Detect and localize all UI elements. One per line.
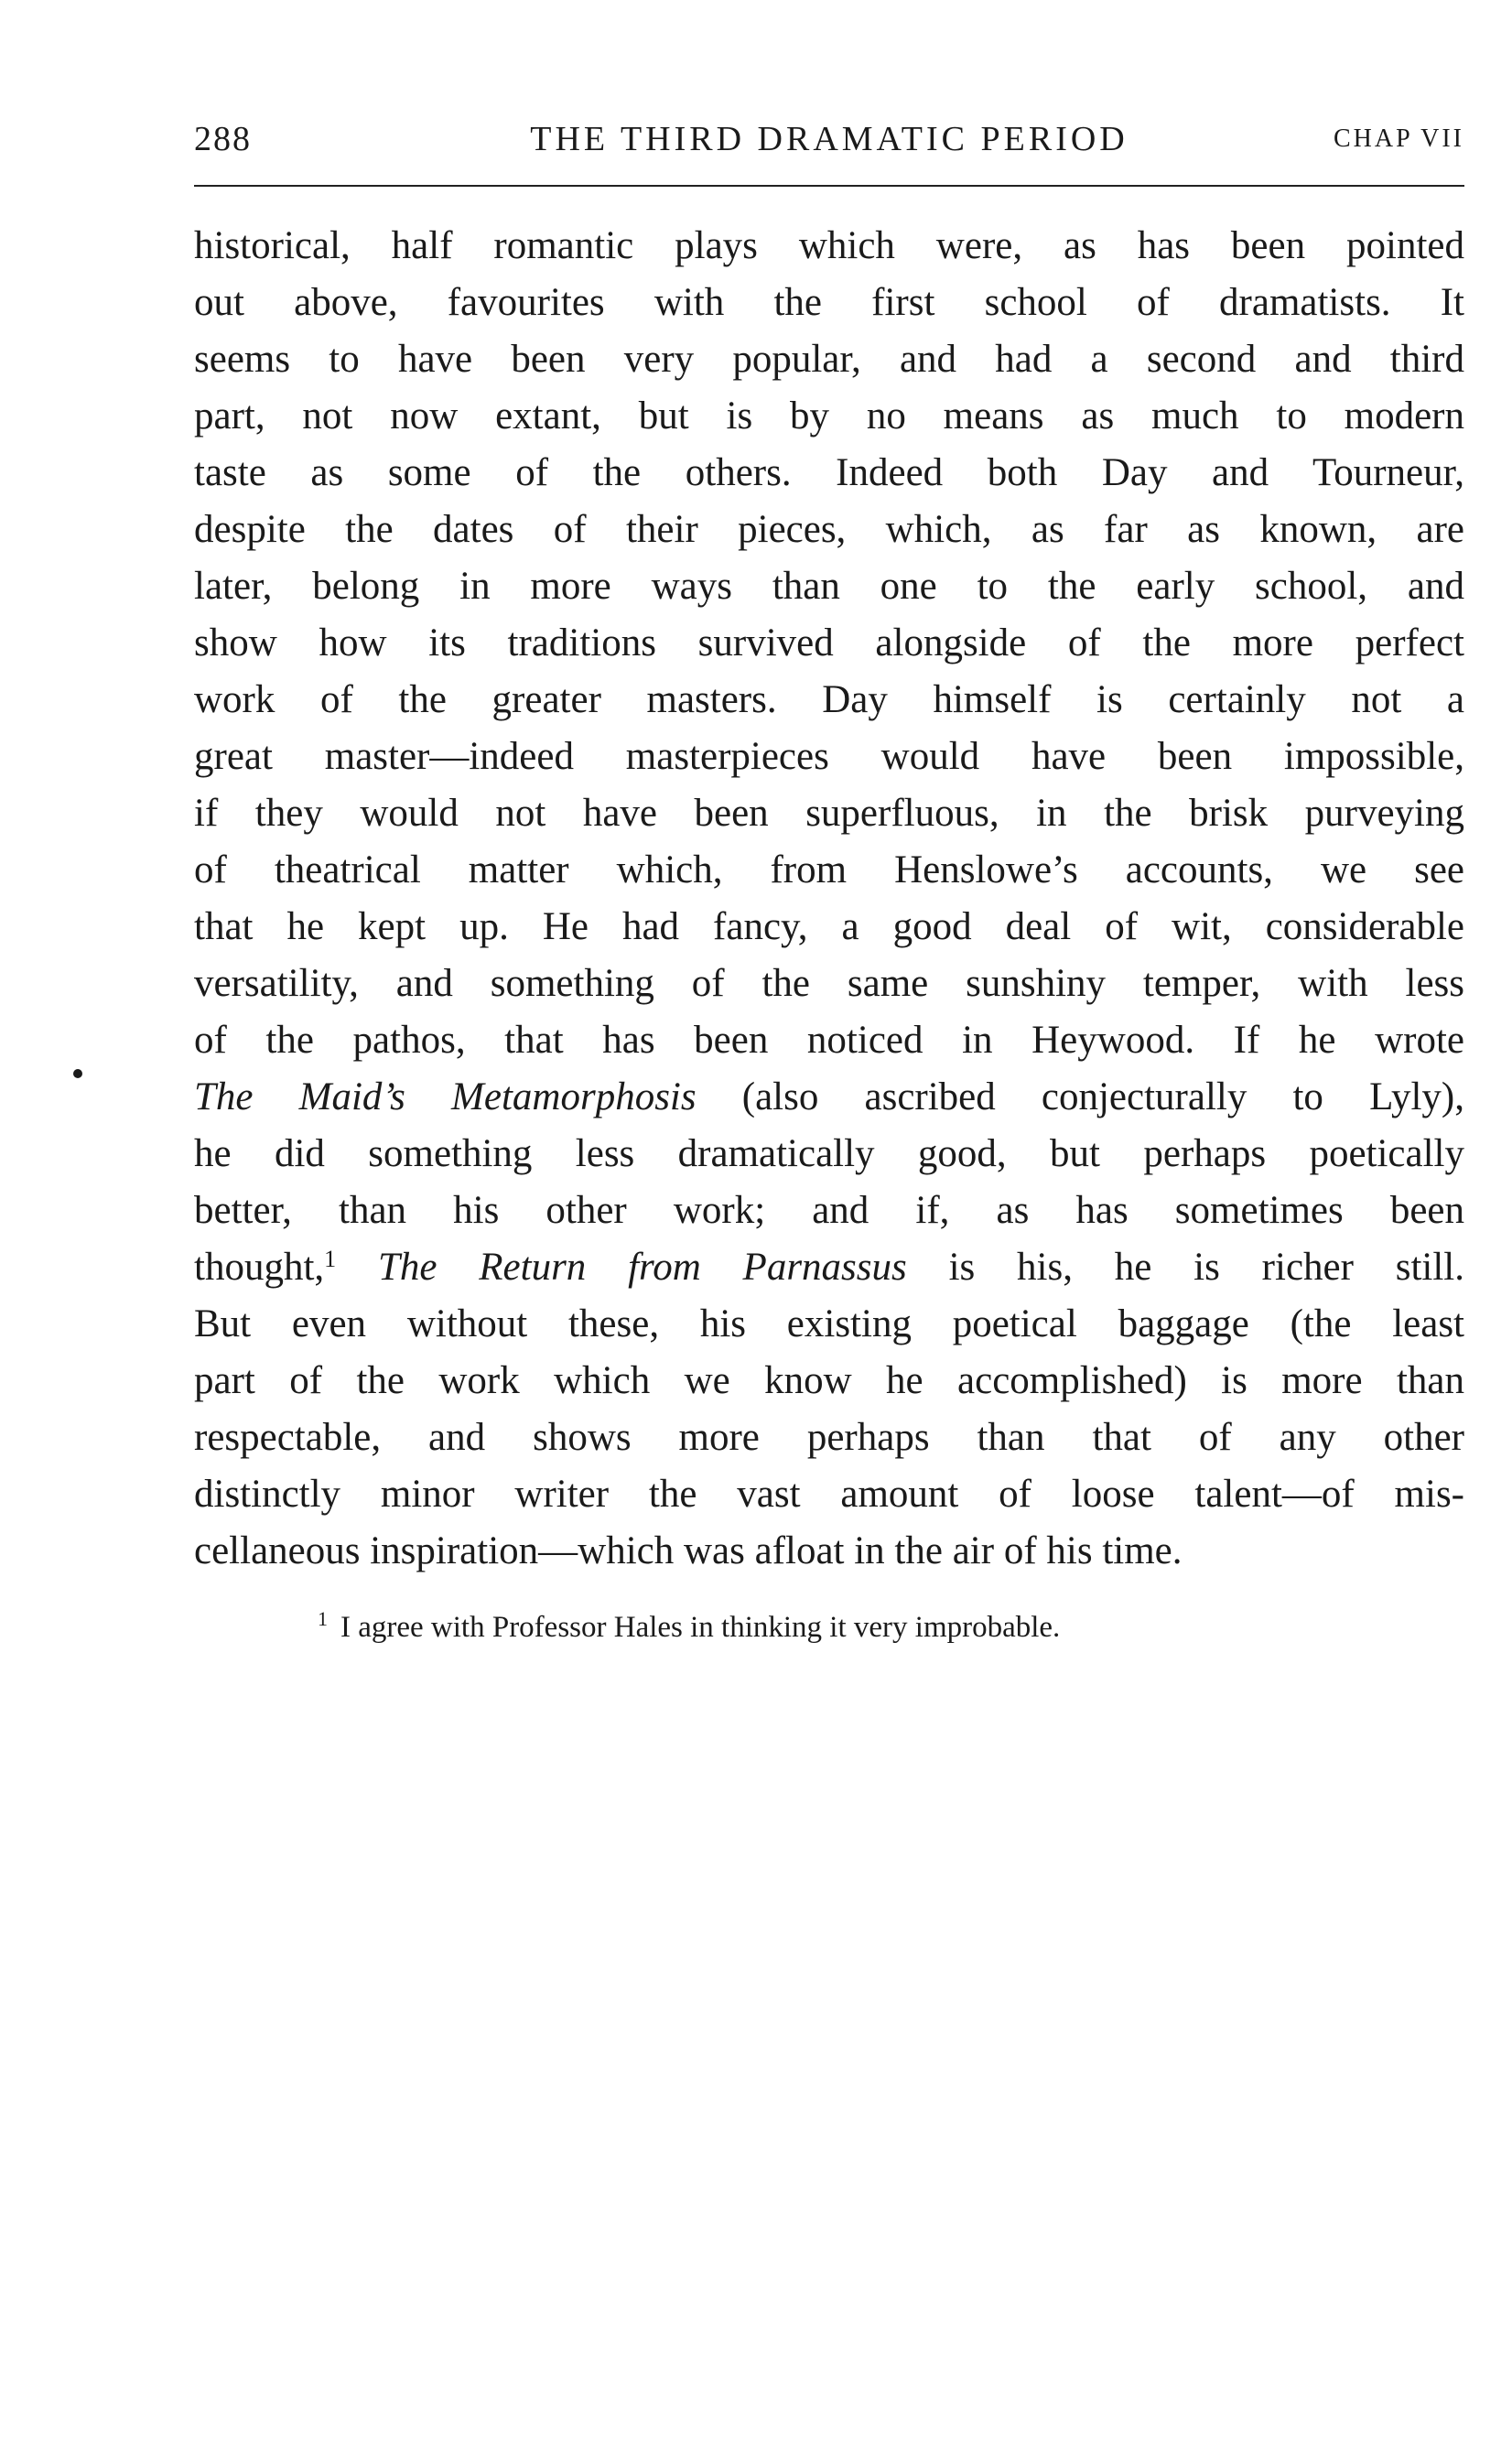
text-line: if they would not have been superfluous, in the brisk purveying xyxy=(194,792,1464,835)
text-line: of theatrical matter which, from Henslowe’s accounts, we see xyxy=(194,848,1464,891)
text-line: he did something less dramatically good, but perhaps poetically xyxy=(194,1132,1464,1175)
text-line: part of the work which we know he accomplished) is more than xyxy=(194,1359,1464,1402)
text-line-last: cellaneous inspiration—which was afloat in the air of his time. xyxy=(194,1529,1183,1572)
line-text: thought, xyxy=(194,1246,325,1289)
text-line: taste as some of the others. Indeed both Day and Tourneur, xyxy=(194,451,1464,494)
text-line: historical, half romantic plays which were, as has been pointed xyxy=(194,224,1464,267)
footnote xyxy=(194,1607,1464,1647)
text-line: versatility, and something of the same sunshiny temper, with less xyxy=(194,962,1464,1005)
text-line: out above, favourites with the first school of dramatists. It xyxy=(194,281,1464,324)
text-line: despite the dates of their pieces, which, as far as known, are xyxy=(194,508,1464,551)
text-line: show how its traditions survived alongside of the more perfect xyxy=(194,621,1464,664)
running-head xyxy=(194,119,1464,178)
book-page xyxy=(194,119,1464,1647)
text-line: better, than his other work; and if, as has sometimes been xyxy=(194,1189,1464,1232)
chapter-label: CHAP VII xyxy=(1333,124,1464,153)
running-title: THE THIRD DRAMATIC PERIOD xyxy=(530,120,1129,158)
text-line: later, belong in more ways than one to the early school, and xyxy=(194,565,1464,608)
footnote-reference: 1 xyxy=(324,1246,337,1272)
text-line: part, not now extant, but is by no means as much to modern xyxy=(194,394,1464,438)
text-line: work of the greater masters. Day himself is certainly not a xyxy=(194,678,1464,721)
page-number: 288 xyxy=(194,120,252,158)
footnote-text: I agree with Professor Hales in thinking it very improbable. xyxy=(340,1611,1061,1644)
line-text: is his, he is richer still. xyxy=(906,1246,1464,1289)
text-line: But even without these, his existing poetical baggage (the least xyxy=(194,1302,1464,1345)
work-title-maids-metamorphosis: The Maid’s Metamorphosis xyxy=(194,1075,697,1118)
text-line: seems to have been very popular, and had a second and third xyxy=(194,338,1464,381)
work-title-return-from-parnassus: The Return from Parnassus xyxy=(377,1246,907,1289)
text-line-maids-metamorphosis xyxy=(194,1069,1464,1126)
space xyxy=(336,1246,378,1289)
text-line: of the pathos, that has been noticed in Heywood. If he wrote xyxy=(194,1019,1464,1062)
line-text: (also ascribed conjecturally to Lyly), xyxy=(696,1075,1464,1118)
body-text xyxy=(194,218,1464,1580)
text-line: respectable, and shows more perhaps than that of any other xyxy=(194,1416,1464,1459)
text-line-return-from-parnassus xyxy=(194,1239,1464,1296)
footnote-marker: 1 xyxy=(318,1607,328,1630)
margin-dot-mark xyxy=(73,1069,82,1078)
header-rule xyxy=(194,185,1464,187)
text-line: great master—indeed masterpieces would have been impossible, xyxy=(194,735,1464,778)
text-line: distinctly minor writer the vast amount of loose talent—of mis- xyxy=(194,1473,1464,1516)
text-line: that he kept up. He had fancy, a good deal of wit, considerable xyxy=(194,905,1464,948)
